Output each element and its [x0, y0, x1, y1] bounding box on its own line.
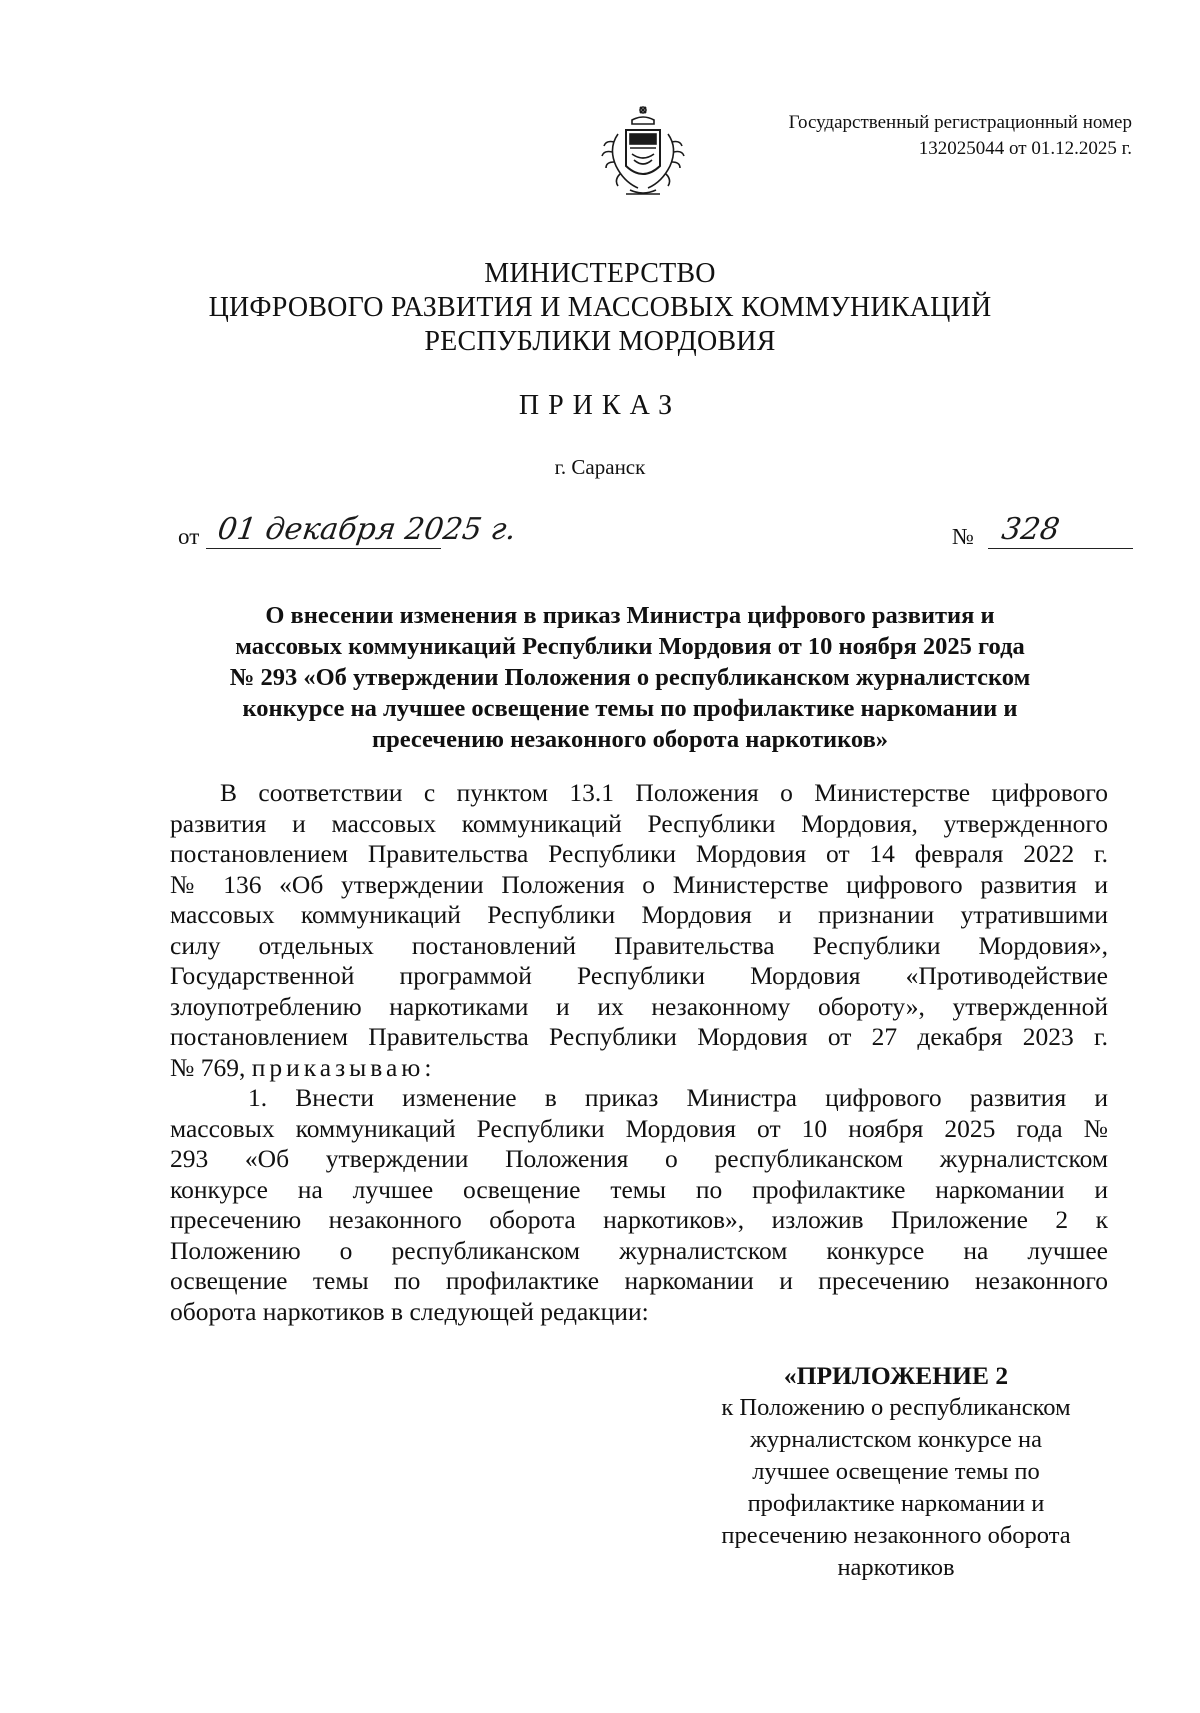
preamble-line: № 136 «Об утверждении Положения о Министерстве цифрового развития и — [170, 869, 1108, 899]
date-number-row — [168, 510, 1132, 554]
preamble-line: В соответствии с пунктом 13.1 Положения о Министерстве цифрового — [220, 778, 1108, 807]
document-type: ПРИКАЗ — [518, 390, 682, 421]
order-keyword: приказываю: — [251, 1052, 436, 1082]
appendix-block — [682, 1360, 1110, 1584]
preamble-line: постановлением Правительства Республики Мордовия от 27 декабря 2023 г. — [170, 1022, 1108, 1051]
document-body — [170, 778, 1108, 1327]
title-line: № 293 «Об утверждении Положения о республиканском журналистском — [229, 664, 1031, 691]
item-line: 1. Внести изменение в приказ Министра цифрового развития и — [248, 1083, 1108, 1112]
ministry-header — [0, 257, 1200, 359]
handwritten-date: 01 декабря 2025 г. — [215, 512, 519, 547]
title-line: конкурсе на лучшее освещение темы по профилактике наркомании и — [242, 695, 1018, 722]
preamble-line: Государственной программой Республики Мордовия «Противодействие — [170, 961, 1108, 990]
registration-line-1: Государственный регистрационный номер — [788, 112, 1132, 133]
preamble-line: развития и массовых коммуникаций Республики Мордовия, утвержденного — [170, 808, 1108, 838]
appendix-line: наркотиков — [837, 1554, 955, 1581]
appendix-line: профилактике наркомании и — [747, 1490, 1045, 1517]
city-line: г. Саранск — [554, 455, 646, 479]
number-underline — [988, 548, 1133, 549]
item-line: массовых коммуникаций Республики Мордовия от 10 ноября 2025 года № — [170, 1113, 1108, 1143]
preamble-line: злоупотреблению наркотиками и их незаконному обороту», утвержденной — [170, 991, 1108, 1021]
appendix-line: лучшее освещение темы по — [752, 1458, 1040, 1485]
item-line: освещение темы по профилактике наркомании и пресечению незаконного — [170, 1266, 1108, 1295]
ministry-line: РЕСПУБЛИКИ МОРДОВИЯ — [424, 326, 776, 357]
preamble-line: силу отдельных постановлений Правительства Республики Мордовия», — [170, 930, 1108, 960]
appendix-line: журналистском конкурсе на — [749, 1426, 1043, 1453]
order-number-ref: № 769, — [170, 1052, 246, 1082]
registration-line-2: 132025044 от 01.12.2025 г. — [918, 138, 1132, 159]
registration-stamp — [712, 110, 1132, 162]
appendix-heading: «ПРИЛОЖЕНИЕ 2 — [783, 1361, 1009, 1390]
title-line: пресечению незаконного оборота наркотиков» — [371, 726, 889, 753]
title-line: О внесении изменения в приказ Министра цифрового развития и — [265, 602, 995, 629]
item-line: 293 «Об утверждении Положения о республиканском журналистском — [170, 1144, 1108, 1173]
date-prefix: от — [178, 524, 200, 549]
preamble-final-line — [170, 1053, 1108, 1084]
number-prefix: № — [952, 524, 974, 549]
handwritten-number: 328 — [999, 512, 1062, 547]
item-line: Положению о республиканском журналистском конкурсе на лучшее — [170, 1235, 1108, 1265]
item-line: конкурсе на лучшее освещение темы по профилактике наркомании и — [170, 1174, 1108, 1204]
title-line: массовых коммуникаций Республики Мордовия от 10 ноября 2025 года — [235, 633, 1025, 660]
ministry-line: ЦИФРОВОГО РАЗВИТИЯ И МАССОВЫХ КОММУНИКАЦИЙ — [208, 292, 992, 323]
appendix-line: пресечению незаконного оборота — [721, 1522, 1071, 1549]
item-line: пресечению незаконного оборота наркотиков», изложив Приложение 2 к — [170, 1205, 1108, 1234]
item-line: оборота наркотиков в следующей редакции: — [170, 1296, 649, 1326]
preamble-line: массовых коммуникаций Республики Мордовия и признании утратившими — [170, 900, 1108, 929]
ministry-line: МИНИСТЕРСТВО — [484, 258, 716, 289]
preamble-line: постановлением Правительства Республики Мордовия от 14 февраля 2022 г. — [170, 839, 1108, 868]
date-underline — [206, 548, 441, 549]
appendix-line: к Положению о республиканском — [721, 1394, 1071, 1421]
mordovia-coat-of-arms-icon — [596, 104, 692, 216]
document-title — [160, 600, 1100, 755]
